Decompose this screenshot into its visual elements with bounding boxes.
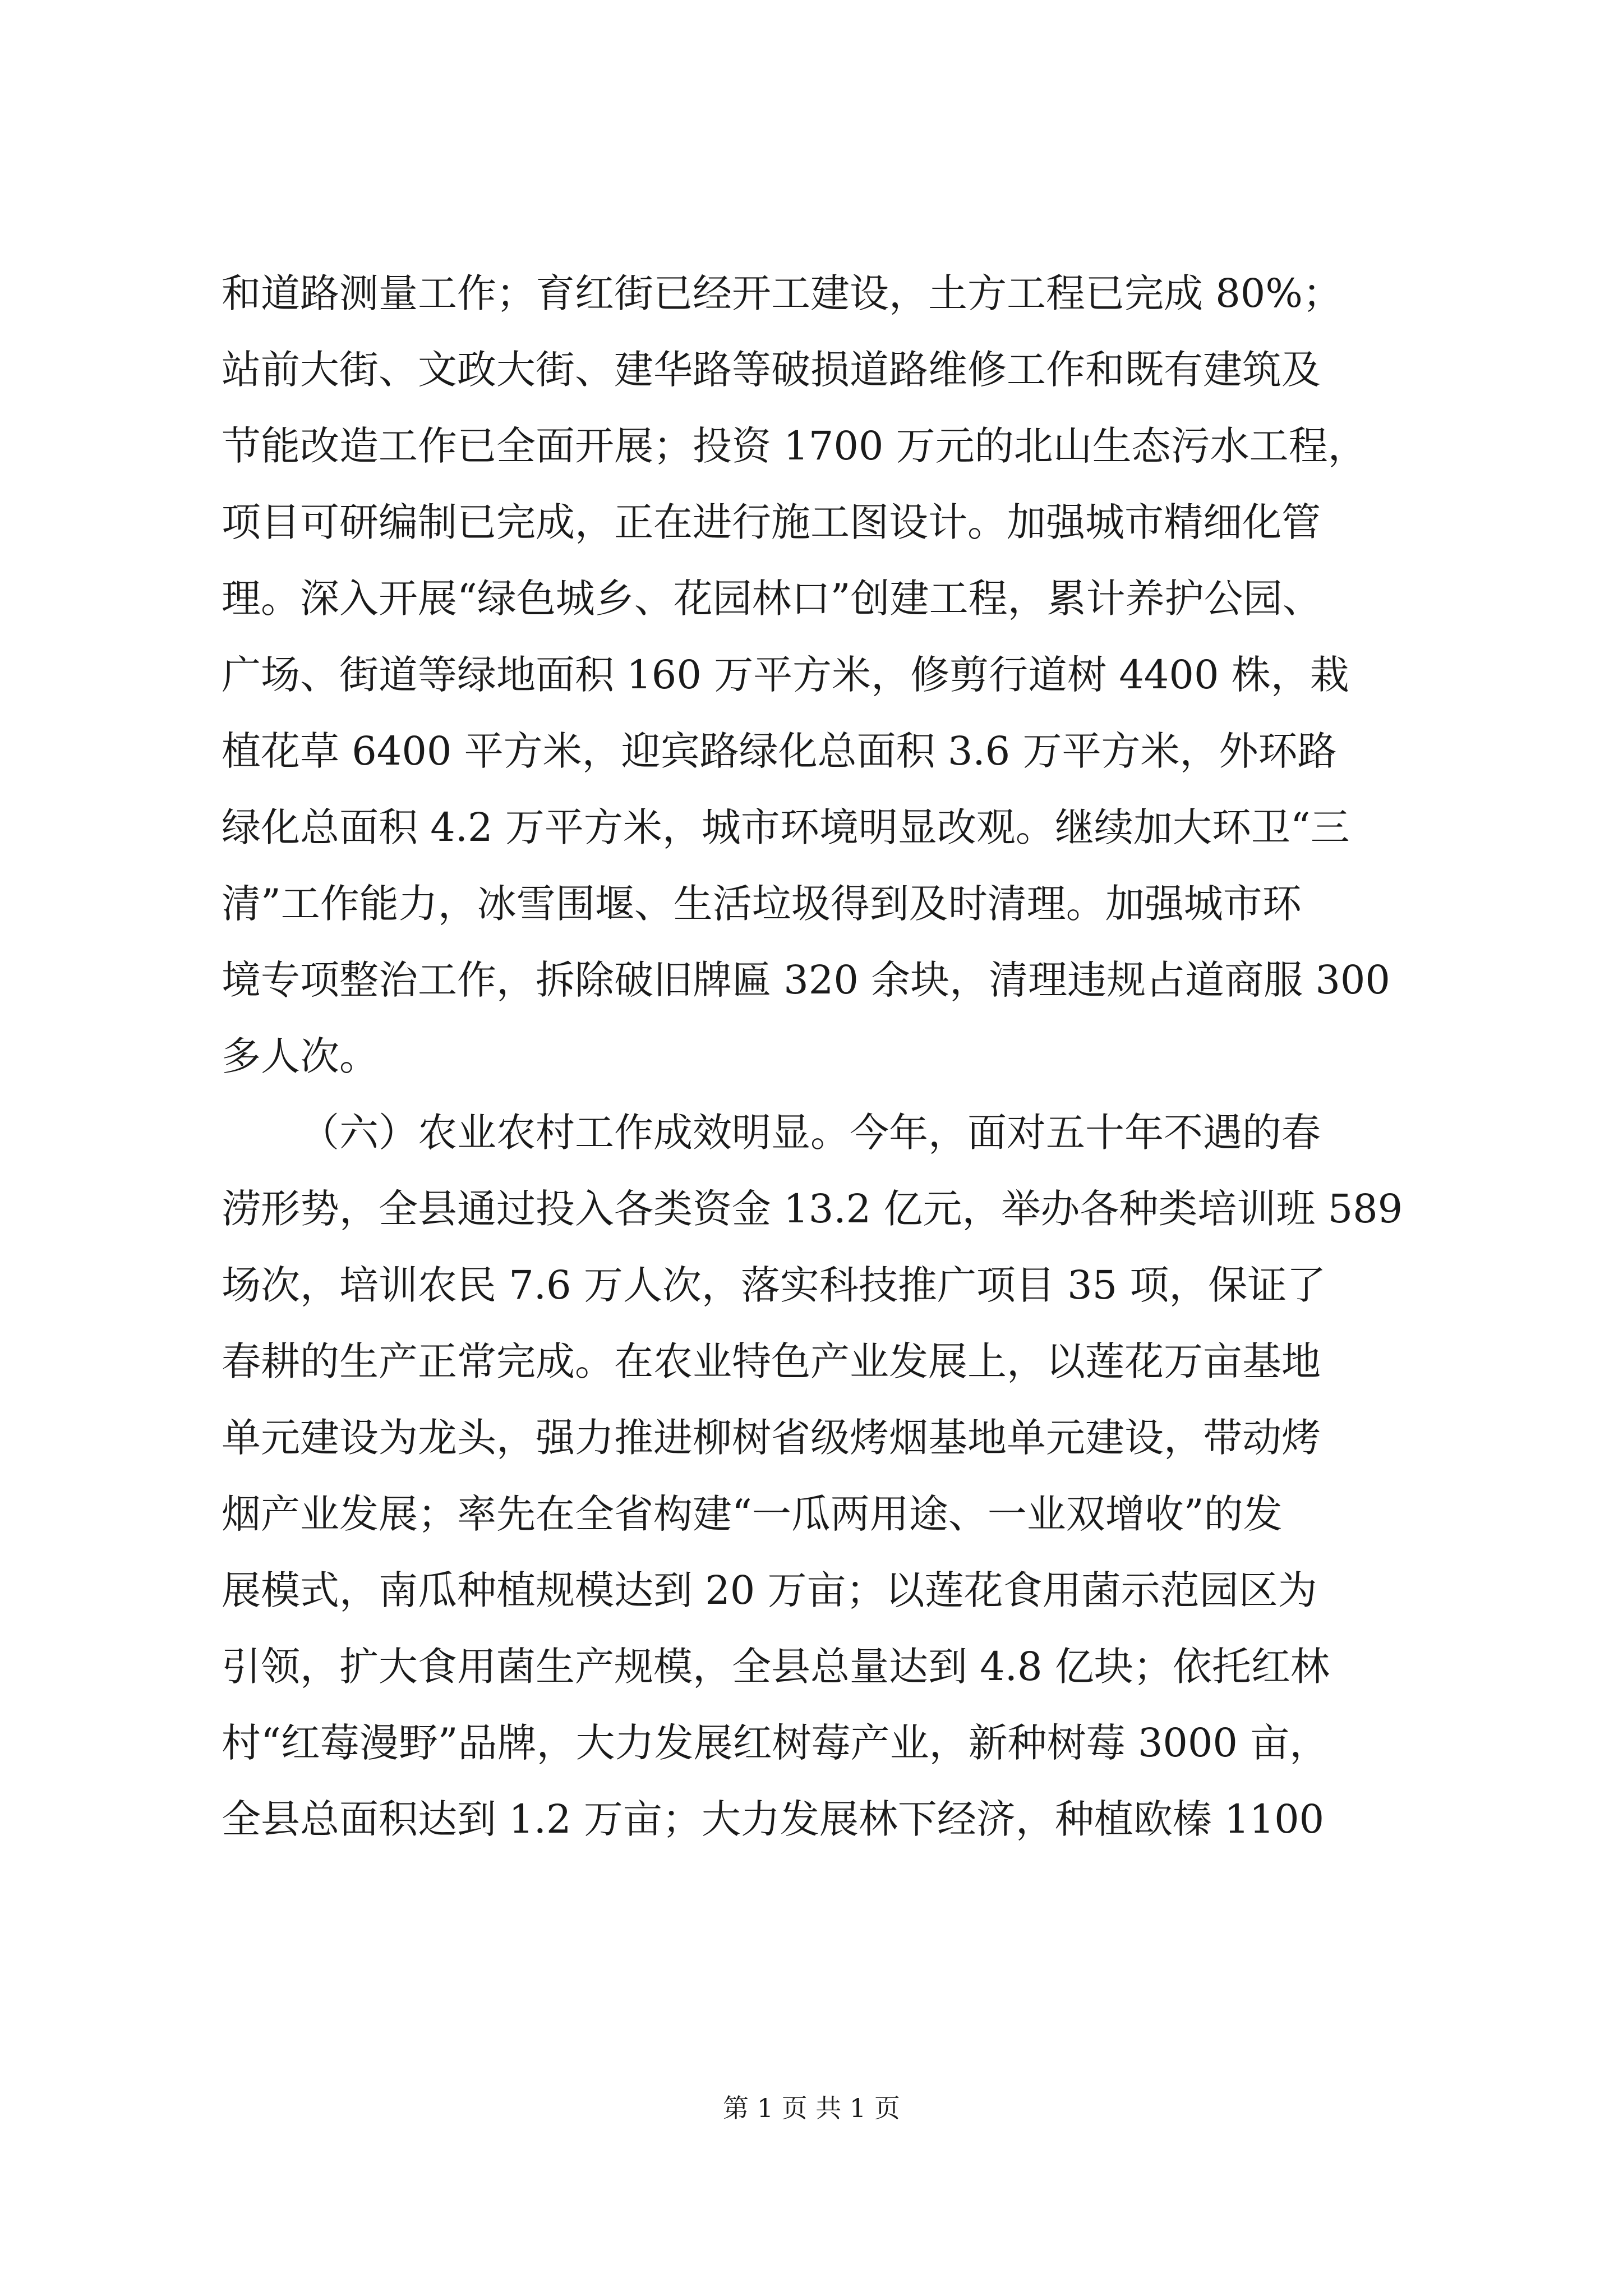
text-line: 站前大街、文政大街、建华路等破损道路维修工作和既有建筑及 bbox=[222, 347, 1321, 393]
text-line: 和道路测量工作；育红街已经开工建设，土方工程已完成 80%； bbox=[222, 270, 1342, 316]
text-line: 场次，培训农民 7.6 万人次，落实科技推广项目 35 项，保证了 bbox=[222, 1262, 1326, 1308]
text-line: 引领，扩大食用菌生产规模，全县总量达到 4.8 亿块；依托红林 bbox=[222, 1644, 1330, 1690]
text-line: 理。深入开展“绿色城乡、花园林口”创建工程，累计养护公园、 bbox=[222, 576, 1322, 622]
paragraph-start-line: （六）农业农村工作成效明显。今年，面对五十年不遇的春 bbox=[300, 1110, 1321, 1156]
text-line: 烟产业发展；率先在全省构建“一瓜两用途、一业双增收”的发 bbox=[222, 1491, 1283, 1537]
text-line: 绿化总面积 4.2 万平方米，城市环境明显改观。继续加大环卫“三 bbox=[222, 804, 1350, 850]
text-line: 清”工作能力，冰雪围堰、生活垃圾得到及时清理。加强城市环 bbox=[222, 881, 1302, 927]
text-line: 村“红莓漫野”品牌，大力发展红树莓产业，新种树莓 3000 亩， bbox=[222, 1720, 1329, 1766]
text-line: 春耕的生产正常完成。在农业特色产业发展上，以莲花万亩基地 bbox=[222, 1338, 1321, 1384]
text-line: 境专项整治工作，拆除破旧牌匾 320 余块，清理违规占道商服 300 bbox=[222, 957, 1390, 1003]
document-body bbox=[222, 255, 1417, 1857]
text-line: 多人次。 bbox=[222, 1033, 379, 1079]
text-line: 全县总面积达到 1.2 万亩；大力发展林下经济，种植欧榛 1100 bbox=[222, 1796, 1325, 1842]
text-line: 涝形势，全县通过投入各类资金 13.2 亿元，举办各种类培训班 589 bbox=[222, 1186, 1403, 1232]
text-line: 展模式，南瓜种植规模达到 20 万亩；以莲花食用菌示范园区为 bbox=[222, 1567, 1317, 1613]
text-line: 广场、街道等绿地面积 160 万平方米，修剪行道树 4400 株，栽 bbox=[222, 652, 1349, 698]
page-footer: 第 1 页 共 1 页 bbox=[723, 2093, 900, 2123]
text-line: 单元建设为龙头，强力推进柳树省级烤烟基地单元建设，带动烤 bbox=[222, 1415, 1321, 1461]
text-line: 节能改造工作已全面开展；投资 1700 万元的北山生态污水工程， bbox=[222, 423, 1367, 469]
text-line: 植花草 6400 平方米，迎宾路绿化总面积 3.6 万平方米，外环路 bbox=[222, 728, 1337, 774]
text-line: 项目可研编制已完成，正在进行施工图设计。加强城市精细化管 bbox=[222, 499, 1321, 545]
